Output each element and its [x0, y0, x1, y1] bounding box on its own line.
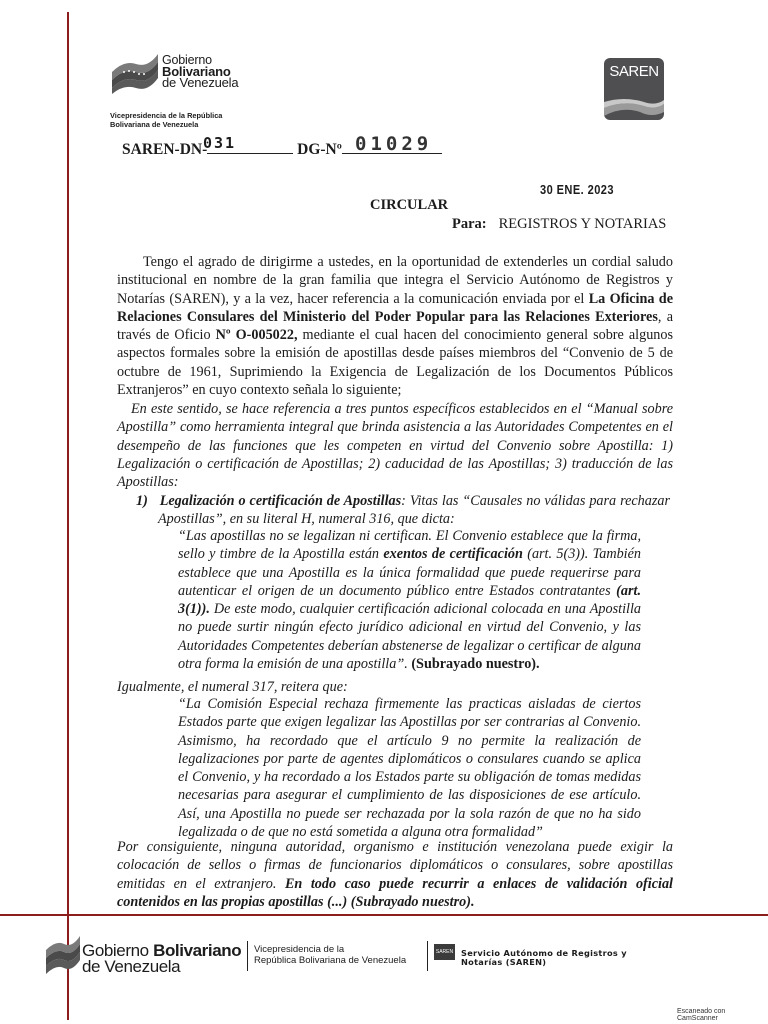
saren-logo — [604, 58, 664, 120]
footer-saren-badge: SAREN — [434, 944, 455, 960]
date-stamp: 30 ENE. 2023 — [540, 182, 614, 197]
vicepresidencia-label: Vicepresidencia de la República Bolivariana de Venezuela — [110, 111, 223, 129]
quote-316: “Las apostillas no se legalizan ni certifican. El Convenio establece que la firma, sello y timbre de la Apostilla están exentos de certificación (art. 5(3)). También establece que una Apostilla es la única formalidad que puede requerirse para autenticar el origen de un documento público entre Estados contratantes (art. 3(1)). De este modo, cualquier certificación adicional colocada en una Apostilla no puede surtir ningún efecto jurídico adicional en virtud del Convenio, y las Autoridades Competentes deberían abstenerse de legalizar o certificar de alguna otra forma la emisión de una apostilla”. (Subrayado nuestro). — [178, 528, 641, 673]
list-item-1: 1) Legalización o certificación de Apostillas: Vitas las “Causales no válidas para rechazar Apostillas”, en su literal H, numeral 316, que dicta: — [136, 493, 670, 528]
footer-gobierno: Gobierno Bolivariano de Venezuela — [82, 941, 242, 976]
dg-label: DG-Nº — [297, 141, 342, 158]
dg-number: 01029 — [355, 133, 433, 155]
footer-divider — [427, 941, 428, 971]
margin-rule — [67, 12, 69, 1020]
gobierno-bolivariano-logo — [110, 50, 290, 98]
context-paragraph: En este sentido, se hace referencia a tres puntos específicos establecidos en el “Manual sobre Apostilla” como herramienta integral que brinda asistencia a las Autoridades Competentes en el desempeño de las funciones que les competen en virtud del Convenio sobre Apostilla: 1) Legalización o certificación de Apostillas; 2) caducidad de las Apostillas; 3) traducción de las Apostillas: — [117, 401, 673, 491]
gob-line2: Bolivariano — [162, 64, 231, 79]
para-label: Para: — [452, 216, 487, 232]
intro-paragraph: Tengo el agrado de dirigirme a ustedes, en la oportunidad de extenderles un cordial saludo institucional en nombre de la gran familia que integra el Servicio Autónomo de Registros y Notarías (SAREN), y a la vez, hacer referencia a la comunicación enviada por el La Oficina de Relaciones Consulares del Ministerio del Poder Popular para las Relaciones Exteriores, a través de Oficio Nº O-005022, mediante el cual hacen del conocimiento general sobre algunos aspectos formales sobre la emisión de apostillas desde países miembros del “Convenio de 5 de octubre de 1961, Suprimiendo la Exigencia de Legalización de los Documentos Públicos Extranjeros” en cuyo contexto señala lo siguiente; — [117, 254, 673, 399]
footer-rule — [0, 914, 768, 916]
gob-line1: Gobierno — [162, 53, 212, 67]
footer-vicepresidencia: Vicepresidencia de la República Bolivariana de Venezuela — [254, 944, 407, 966]
saren-stripe-icon — [604, 98, 664, 120]
venezuela-flag-icon — [110, 50, 160, 94]
recipients: REGISTROS Y NOTARIAS — [498, 216, 667, 232]
quote-317: “La Comisión Especial rechaza firmemente las practicas aisladas de ciertos Estados parte que exigen legalizar las Apostillas por ser contrarias al Convenio. Asimismo, ha recordado que el artículo 9 no permite la realización de legalizaciones por parte de agentes diplomáticos o consulares cuando se aplica el Convenio, y ha recordado a los Estados parte su obligación de tomas medidas necesarias para asegurar el cumplimiento de las disposiciones de ese artículo. Así, una Apostilla no puede ser rechazada por la sola razón de que no ha sido legalizada o de que no está sometida a alguna otra formalidad” — [178, 696, 641, 841]
numeral-317-intro: Igualmente, el numeral 317, reitera que: — [117, 679, 348, 695]
dn-number: 031 — [203, 134, 237, 152]
footer-saren-text: Servicio Autónomo de Registros y Notarías (SAREN) — [461, 948, 627, 967]
scanner-watermark: Escaneado con CamScanner — [677, 1008, 726, 1022]
conclusion-paragraph: Por consiguiente, ninguna autoridad, organismo e institución venezolana puede exigir la colocación de sellos o firmas de funcionarios diplomáticos o consulares, sobre apostillas emitidas en el extranjero. En todo caso puede recurrir a enlaces de validación oficial contenidos en las propias apostillas (...) (Subrayado nuestro). — [117, 839, 673, 910]
reference-prefix: SAREN-DN- — [122, 141, 208, 158]
saren-logo-text: SAREN — [609, 63, 659, 80]
gob-line3: de Venezuela — [162, 75, 239, 90]
footer-divider — [247, 941, 248, 971]
recipient-line — [452, 216, 666, 233]
circular-title: CIRCULAR — [370, 197, 449, 213]
footer-flag-icon — [44, 932, 82, 974]
